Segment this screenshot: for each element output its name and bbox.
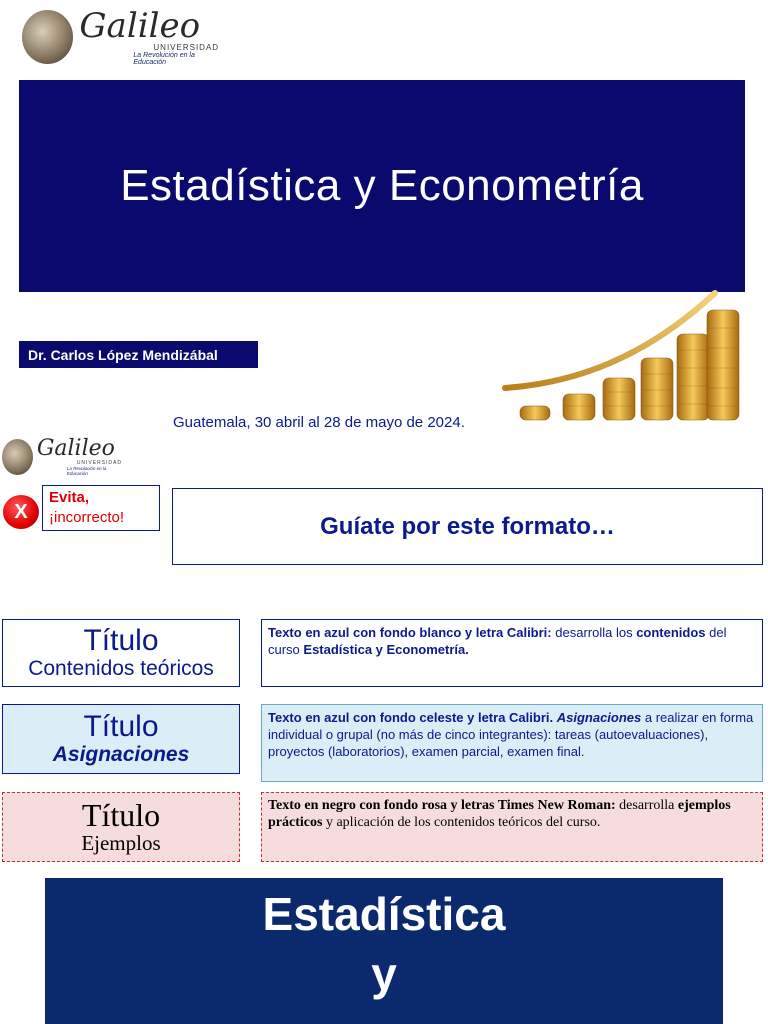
date-line: Guatemala, 30 abril al 28 de mayo de 2024. — [173, 414, 465, 431]
format-card-assignments — [2, 704, 240, 774]
galileo-bust-icon — [22, 10, 73, 64]
galileo-logo-small — [2, 434, 122, 480]
logo-subtitle: UNIVERSIDAD — [76, 460, 122, 466]
logo-wordmark: Galileo — [36, 436, 115, 461]
desc-lead: Texto en azul con fondo blanco y letra Calibri: — [268, 625, 552, 640]
title-banner — [19, 80, 745, 292]
galileo-bust-icon — [2, 439, 33, 475]
desc-bold: contenidos — [636, 625, 706, 640]
guide-heading: Guíate por este formato… — [320, 512, 615, 540]
avoid-line1: Evita, — [49, 489, 90, 506]
desc-lead: Texto en negro con fondo rosa y letras Times New Roman: — [268, 798, 616, 813]
desc-bold: ejemplos prácticos — [268, 798, 731, 830]
desc-text: y aplicación de los contenidos teóricos del curso. — [322, 815, 601, 830]
avoid-note — [42, 485, 160, 531]
guide-heading-box — [172, 488, 763, 565]
galileo-logo — [22, 4, 222, 70]
desc-text: desarrolla los — [551, 625, 637, 640]
avoid-line2: ¡incorrecto! — [49, 509, 125, 526]
format-title: Título — [83, 624, 159, 657]
logo-subtitle: UNIVERSIDAD — [153, 42, 220, 52]
format-subtitle: Contenidos teóricos — [28, 657, 214, 680]
format-title: Título — [81, 797, 161, 833]
format-card-theory — [2, 619, 240, 687]
logo-motto: La Revolución en la Educación — [133, 51, 195, 66]
bottom-title-line1: Estadística — [262, 888, 506, 940]
page-title: Estadística y Econometría — [120, 161, 644, 210]
desc-lead: Texto en azul con fondo celeste y letra Calibri. — [268, 710, 554, 725]
bottom-title-line2: y — [371, 948, 397, 1000]
desc-text: a realizar en forma individual o grupal (no más de cinco integrantes): tareas (autoevaluaciones), proyectos (laboratorios), examen parcial, examen final. — [268, 710, 754, 759]
format-subtitle: Ejemplos — [81, 831, 161, 855]
logo-wordmark: Galileo — [79, 5, 201, 46]
coins-growth-illustration — [485, 288, 765, 428]
format-desc-assignments — [261, 704, 763, 782]
desc-emphasis: Asignaciones — [556, 710, 642, 725]
close-icon: X — [3, 495, 39, 529]
format-title: Título — [83, 710, 159, 743]
format-desc-examples — [261, 792, 763, 862]
desc-text: del curso — [268, 625, 727, 657]
format-card-examples — [2, 792, 240, 862]
author-badge: Dr. Carlos López Mendizábal — [19, 341, 258, 368]
format-desc-theory — [261, 619, 763, 687]
logo-motto: La Revolución en la Educación — [66, 466, 107, 476]
desc-text: desarrolla — [615, 798, 678, 813]
format-subtitle: Asignaciones — [52, 743, 190, 766]
bottom-title-banner — [45, 878, 723, 1024]
desc-bold: Estadística y Econometría. — [303, 642, 469, 657]
